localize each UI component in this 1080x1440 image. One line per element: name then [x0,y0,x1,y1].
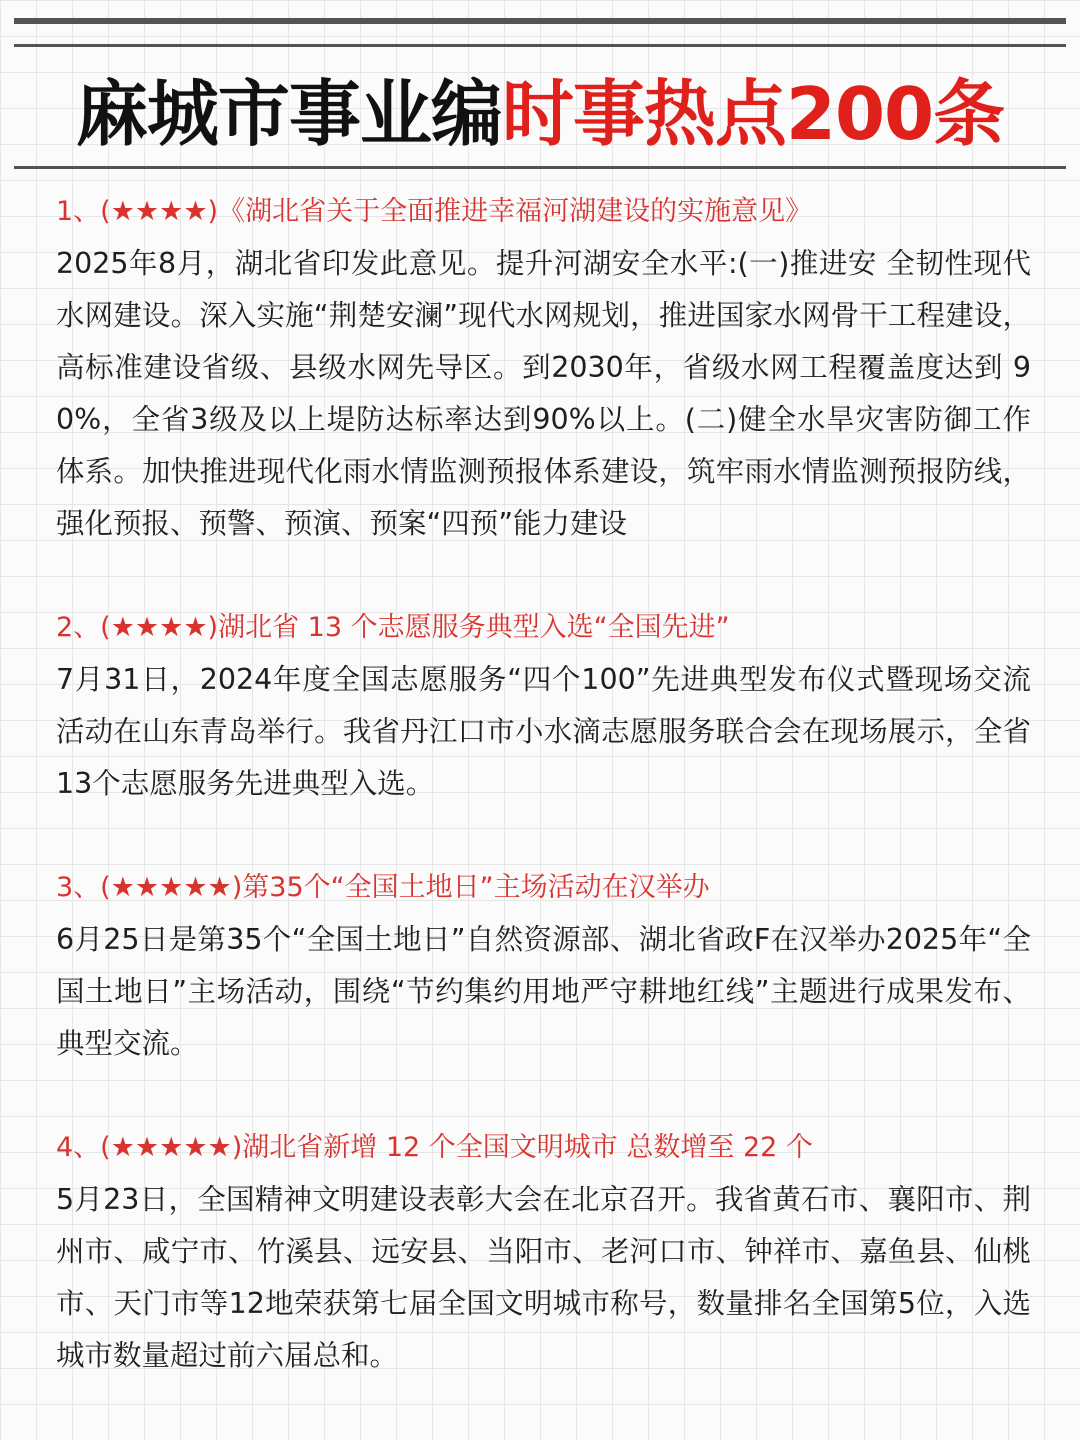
title-red-part: 时事热点200条 [501,72,1005,156]
news-item-heading: 1、(★★★★)《湖北省关于全面推进幸福河湖建设的实施意见》 [56,196,813,227]
top-rule-thick [14,18,1066,24]
title-black-part: 麻城市事业编 [75,72,502,156]
news-item-body: 2025年8月，湖北省印发此意见。提升河湖安全水平:(一)推进安 全韧性现代水网建设。深入实施“荆楚安澜”现代水网规划，推进国家水网骨干工程建设，高标准建设省级、县级水网先导区。到2030年，省级水网工程覆盖度达到 90%，全省3级及以上堤防达标率达到90%以上。(二)健全水旱灾害防御工作体系。加快推进现代化雨水情监测预报体系建设，筑牢雨水情监测预报防线，强化预报、预警、预演、预案“四预”能力建设 [56,247,1031,540]
news-item-body: 6月25日是第35个“全国土地日”自然资源部、湖北省政F在汉举办2025年“全国土地日”主场活动，围绕“节约集约用地严守耕地红线”主题进行成果发布、典型交流。 [56,923,1031,1060]
news-item-body: 5月23日，全国精神文明建设表彰大会在北京召开。我省黄石市、襄阳市、荆州市、咸宁市、竹溪县、远安县、当阳市、老河口市、钟祥市、嘉鱼县、仙桃市、天门市等12地荣获第七届全国文明城市称号，数量排名全国第5位，入选城市数量超过前六届总和。 [56,1183,1031,1372]
news-item-heading: 4、(★★★★★)湖北省新增 12 个全国文明城市 总数增至 22 个 [56,1132,813,1163]
news-item-heading: 2、(★★★★)湖北省 13 个志愿服务典型入选“全国先进” [56,612,730,643]
news-item-body: 7月31日，2024年度全国志愿服务“四个100”先进典型发布仪式暨现场交流活动在山东青岛举行。我省丹江口市小水滴志愿服务联合会在现场展示，全省 13个志愿服务先进典型入选。 [56,663,1031,800]
top-rule-thin [14,44,1066,47]
news-item-3 [56,862,1031,1070]
news-item-1 [56,186,1031,550]
news-list [56,186,1031,1434]
news-item-2 [56,602,1031,810]
title-bottom-rule [14,166,1066,169]
news-item-4 [56,1122,1031,1382]
news-item-heading: 3、(★★★★★)第35个“全国土地日”主场活动在汉举办 [56,872,710,903]
page-title [0,64,1080,164]
